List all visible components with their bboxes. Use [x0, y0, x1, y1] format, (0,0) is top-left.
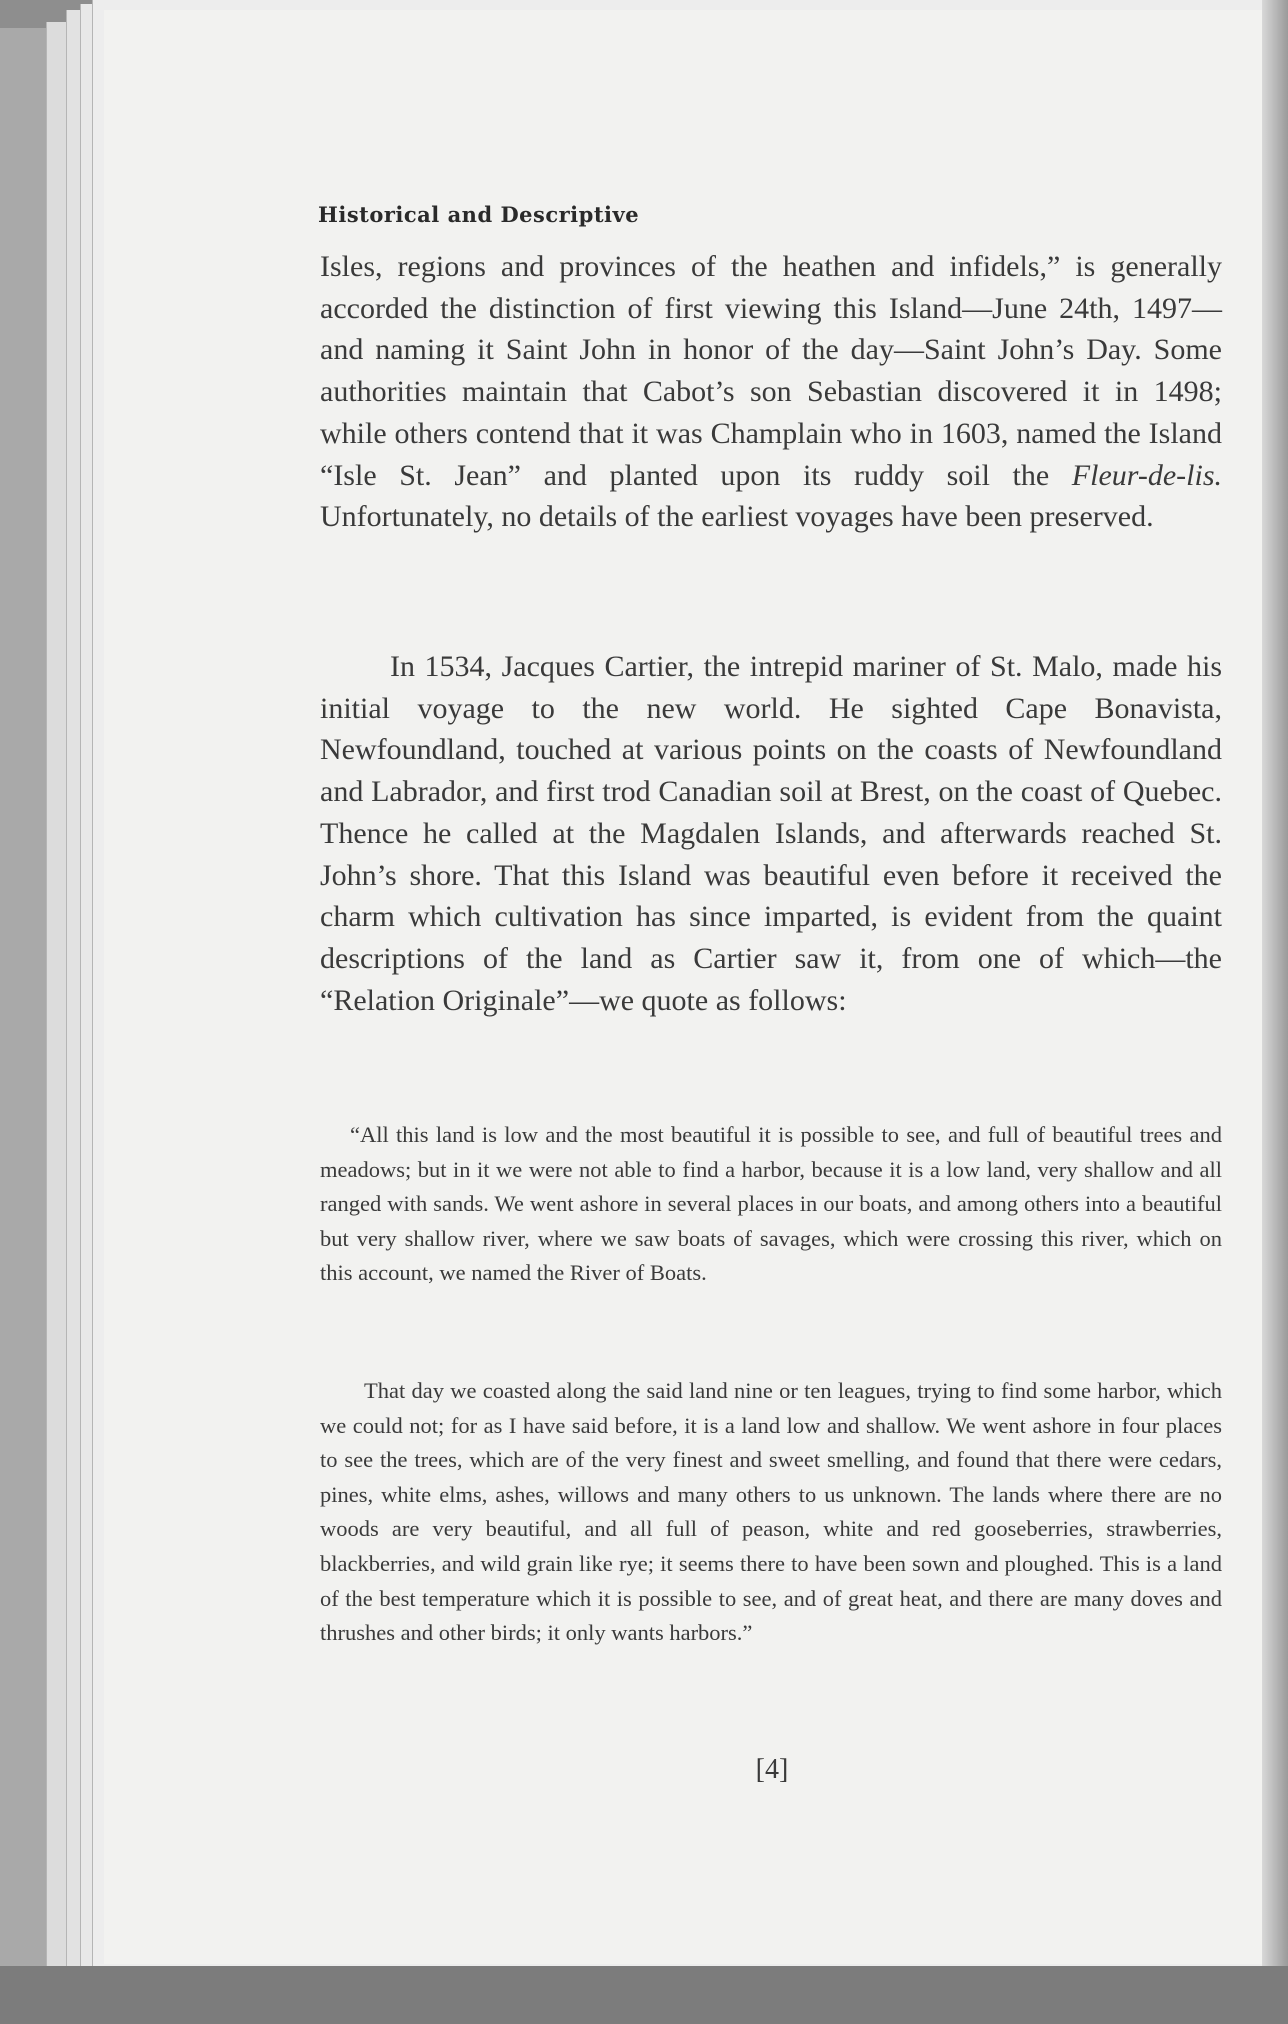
paragraph-1-text: Isles, regions and provinces of the heathen and infidels,” is generally accorded the distinction of first viewing this Island—June 24th, 1497—and naming it Saint John in honor of the day—Saint John’s Day. Some authorities maintain that Cabot’s son Sebastian discovered it in 1498; while others contend that it was Champlain who in 1603, named the Island “Isle St. Jean” and planted upon its ruddy soil the — [320, 250, 1222, 492]
paragraph-1 — [320, 246, 1222, 538]
paragraph-1-italic: Fleur-de-lis. — [1071, 458, 1222, 492]
scan-bottom-border — [0, 1966, 1288, 2024]
running-head: Historical and Descriptive — [318, 202, 640, 227]
quote-1: “All this land is low and the most beautiful it is possible to see, and full of beautiful trees and meadows; but in it we were not able to find a harbor, because it is a low land, very shallow and all ranged with sands. We went ashore in several places in our boats, and among others into a beautiful but very shallow river, where we saw boats of savages, which were crossing this river, which on this account, we named the River of Boats. — [320, 1122, 1222, 1285]
scan-right-border — [1262, 0, 1288, 2024]
paragraph-2: In 1534, Jacques Cartier, the intrepid mariner of St. Malo, made his initial voyage to the new world. He sighted Cape Bonavista, Newfoundland, touched at various points on the coasts of Newfoundland and Labrador, and first trod Canadian soil at Brest, on the coast of Quebec. Thence he called at the Magdalen Islands, and afterwards reached St. John’s shore. That this Island was beautiful even before it received the charm which cultivation has since imparted, is evident from the quaint descriptions of the land as Cartier saw it, from one of which—the “Relation Originale”—we quote as follows: — [320, 650, 1222, 1017]
quote-2: That day we coasted along the said land nine or ten leagues, trying to find some harbor, which we could not; for as I have said before, it is a land low and shallow. We went ashore in four places to see the trees, which are of the very finest and sweet smelling, and found that there were cedars, pines, white elms, ashes, willows and many others to us unknown. The lands where there are no woods are very beautiful, and all full of peason, white and red gooseberries, strawberries, blackberries, and wild grain like rye; it seems there to have been sown and ploughed. This is a land of the best temperature which it is possible to see, and of great heat, and there are many doves and thrushes and other birds; it only wants harbors.” — [320, 1378, 1222, 1646]
page-number: [4] — [755, 1754, 789, 1785]
paragraph-1-end: Unfortunately, no details of the earliest voyages have been preserved. — [320, 500, 1154, 534]
